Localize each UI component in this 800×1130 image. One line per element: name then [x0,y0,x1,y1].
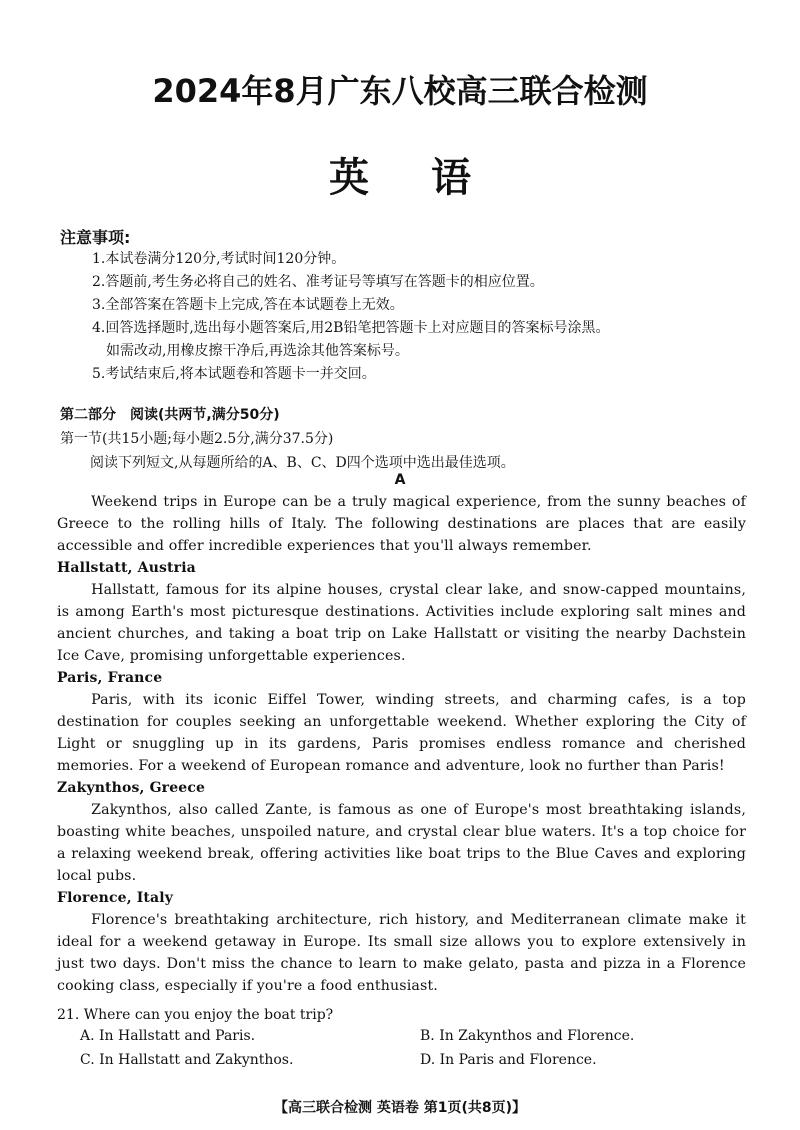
note-item: 4.回答选择题时,选出每小题答案后,用2B铅笔把答题卡上对应题目的答案标号涂黑。 [92,320,610,336]
option-b: B. In Zakynthos and Florence. [420,1028,635,1044]
destination-text: Florence's breathtaking architecture, rich history, and Mediterranean climate make it ideal for a weekend getaway in Europe. Its small size allows you to explore extensively in just two days. Don't miss the chance to learn to make gelato, pasta and pizza in a Florence cooking class, especially if you're a food enthusiast. [57,912,746,994]
note-item-continuation: 如需改动,用橡皮擦干净后,再选涂其他答案标号。 [106,343,409,359]
passage-body [57,491,746,997]
passage-letter: A [394,472,406,488]
exam-title: 2024年8月广东八校高三联合检测 [152,72,648,110]
notes-list [92,248,782,386]
notes-heading: 注意事项: [60,228,131,247]
option-a: A. In Hallstatt and Paris. [80,1028,256,1044]
option-d: D. In Paris and Florence. [420,1052,597,1068]
page-footer: 【高三联合检测 英语卷 第1页(共8页)】 [273,1100,527,1116]
destination-text: Zakynthos, also called Zante, is famous as one of Europe's most breathtaking islands, boasting white beaches, unspoiled nature, and crystal clear blue waters. It's a top choice for a relaxing weekend break, offering activities like boat trips to the Blue Caves and exploring local pubs. [57,802,746,884]
note-item: 5.考试结束后,将本试题卷和答题卡一并交回。 [92,366,376,382]
option-row [80,1048,760,1072]
answer-options [80,1024,760,1072]
subject-title: 英 语 [329,155,495,201]
section-desc: (共15小题;每小题2.5分,满分37.5分) [102,431,334,447]
destination-heading: Florence, Italy [57,890,174,906]
section-label: 第一节 [60,431,102,447]
destination-heading: Zakynthos, Greece [57,780,206,796]
destination-text: Paris, with its iconic Eiffel Tower, winding streets, and charming cafes, is a top destination for couples seeking an unforgettable weekend. Whether exploring the City of Light or snuggling up in its gardens, Paris promises endless romance and cherished memories. For a weekend of European romance and adventure, look no further than Paris! [57,692,746,774]
destination-text: Hallstatt, famous for its alpine houses, crystal clear lake, and snow-capped mountains, is among Earth's most picturesque destinations. Activities include exploring salt mines and ancient churches, and taking a boat trip on Lake Hallstatt or visiting the nearby Dachstein Ice Cave, promising unforgettable experiences. [57,582,746,664]
part-heading [60,404,280,424]
part-label: 第二部分 [60,407,116,423]
note-item: 3.全部答案在答题卡上完成,答在本试题卷上无效。 [92,297,404,313]
question-stem: 21. Where can you enjoy the boat trip? [57,1007,334,1023]
note-item: 1.本试卷满分120分,考试时间120分钟。 [92,251,346,267]
destination-heading: Hallstatt, Austria [57,560,196,576]
section-heading [60,428,333,448]
option-row [80,1024,760,1048]
passage-intro: Weekend trips in Europe can be a truly magical experience, from the sunny beaches of Greece to the rolling hills of Italy. The following destinations are places that are easily accessible and offer incredible experiences that you'll always remember. [57,494,746,554]
destination-heading: Paris, France [57,670,163,686]
note-item: 2.答题前,考生务必将自己的姓名、准考证号等填写在答题卡的相应位置。 [92,274,544,290]
option-c: C. In Hallstatt and Zakynthos. [80,1052,294,1068]
part-title: 阅读(共两节,满分50分) [130,407,280,423]
instruction: 阅读下列短文,从每题所给的A、B、C、D四个选项中选出最佳选项。 [90,455,515,471]
